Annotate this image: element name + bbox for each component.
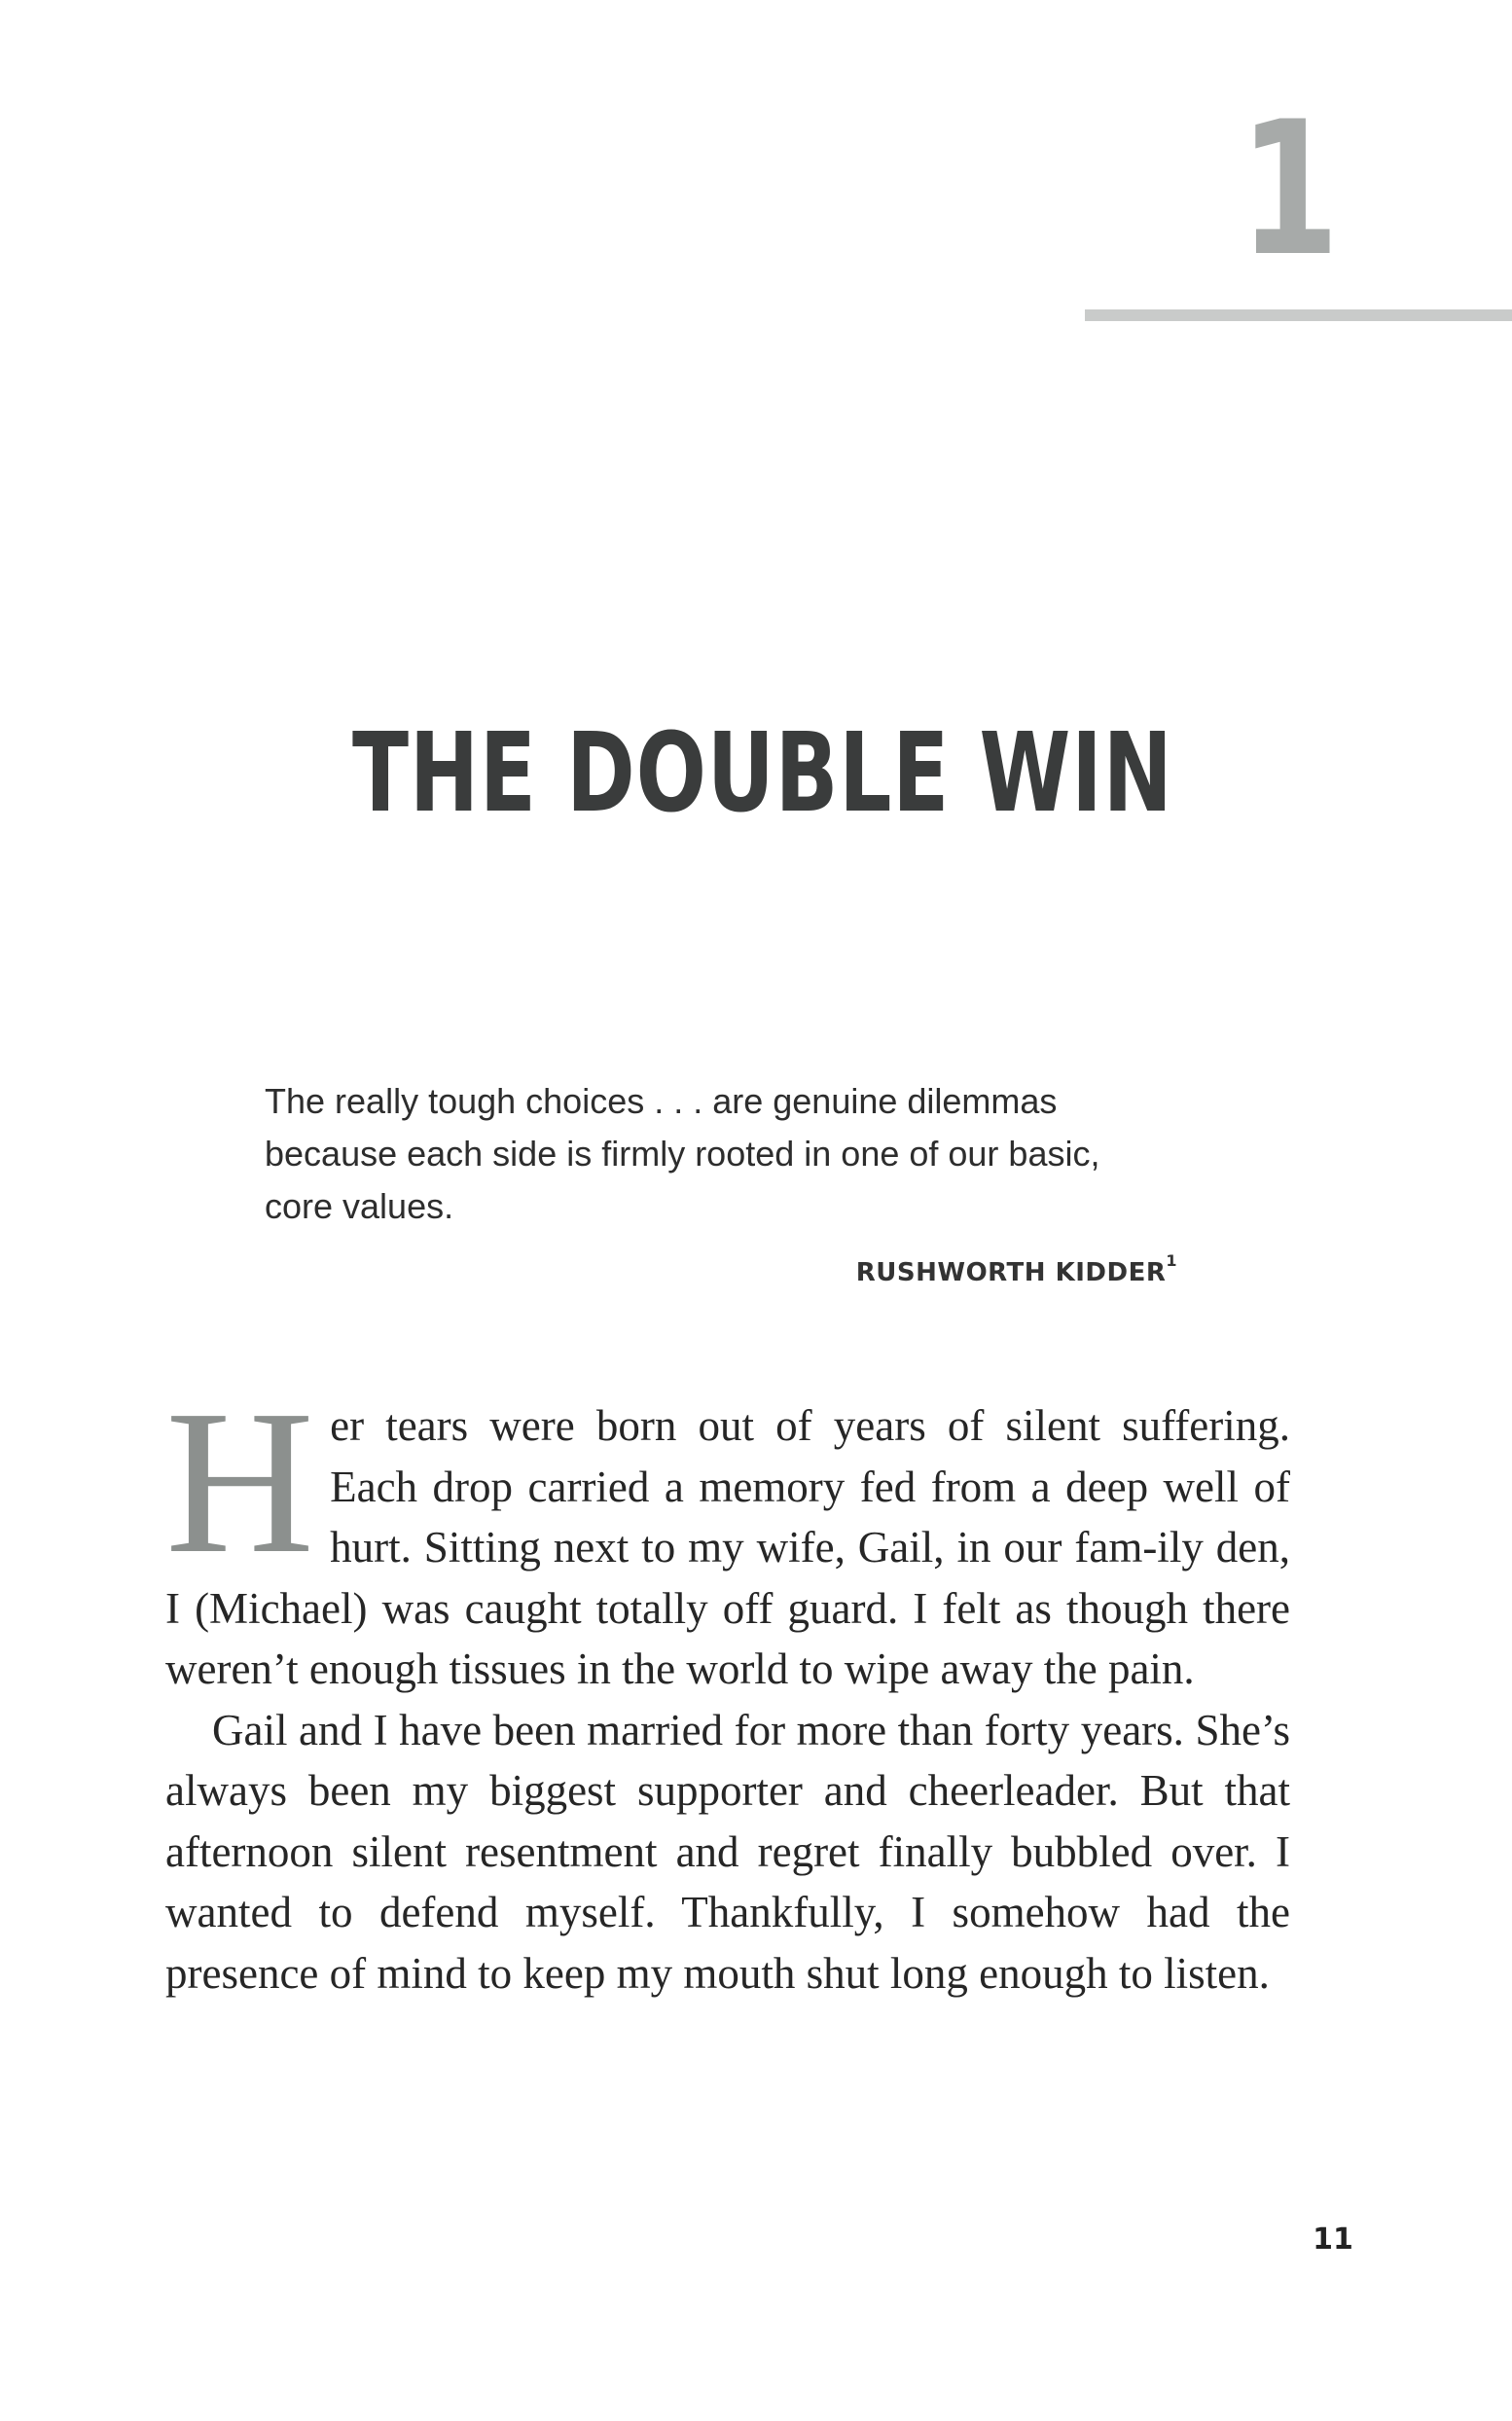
footnote-marker: 1 [1166, 1251, 1177, 1270]
epigraph-line: core values. [265, 1186, 454, 1226]
chapter-title [0, 710, 1512, 837]
body-text [165, 1367, 1290, 2004]
paragraph-text: er tears were born out of years of silent suffering. Each drop carried a memory fed from a deep well of hurt. Sitting next to my wife, Gail, in our fam-ily den, I (Michael) was caught totally off guard. I felt as though there weren’t enough tissues in the world to wipe away the pain. [165, 1401, 1290, 1693]
epigraph-line: The really tough choices . . . are genuine dilemmas [265, 1081, 1058, 1121]
chapter-title-text: THE DOUBLE WIN [352, 710, 1173, 837]
chapter-number: 1 [1239, 82, 1340, 297]
paragraph [165, 1367, 1290, 1700]
epigraph-line: because each side is firmly rooted in one of our basic, [265, 1134, 1100, 1174]
chapter-rule [1085, 309, 1512, 321]
paragraph: Gail and I have been married for more than forty years. She’s always been my biggest supporter and cheerleader. But that afternoon silent resentment and regret finally bubbled over. I wanted to defend myself. Thankfully, I somehow had the presence of mind to keep my mouth shut long enough to listen. [165, 1705, 1290, 1998]
page-number: 11 [1313, 2222, 1353, 2257]
drop-cap: H [165, 1367, 315, 1596]
epigraph [265, 1075, 1228, 1233]
attribution-name: RUSHWORTH KIDDER [855, 1258, 1167, 1287]
epigraph-attribution [681, 1253, 1177, 1292]
